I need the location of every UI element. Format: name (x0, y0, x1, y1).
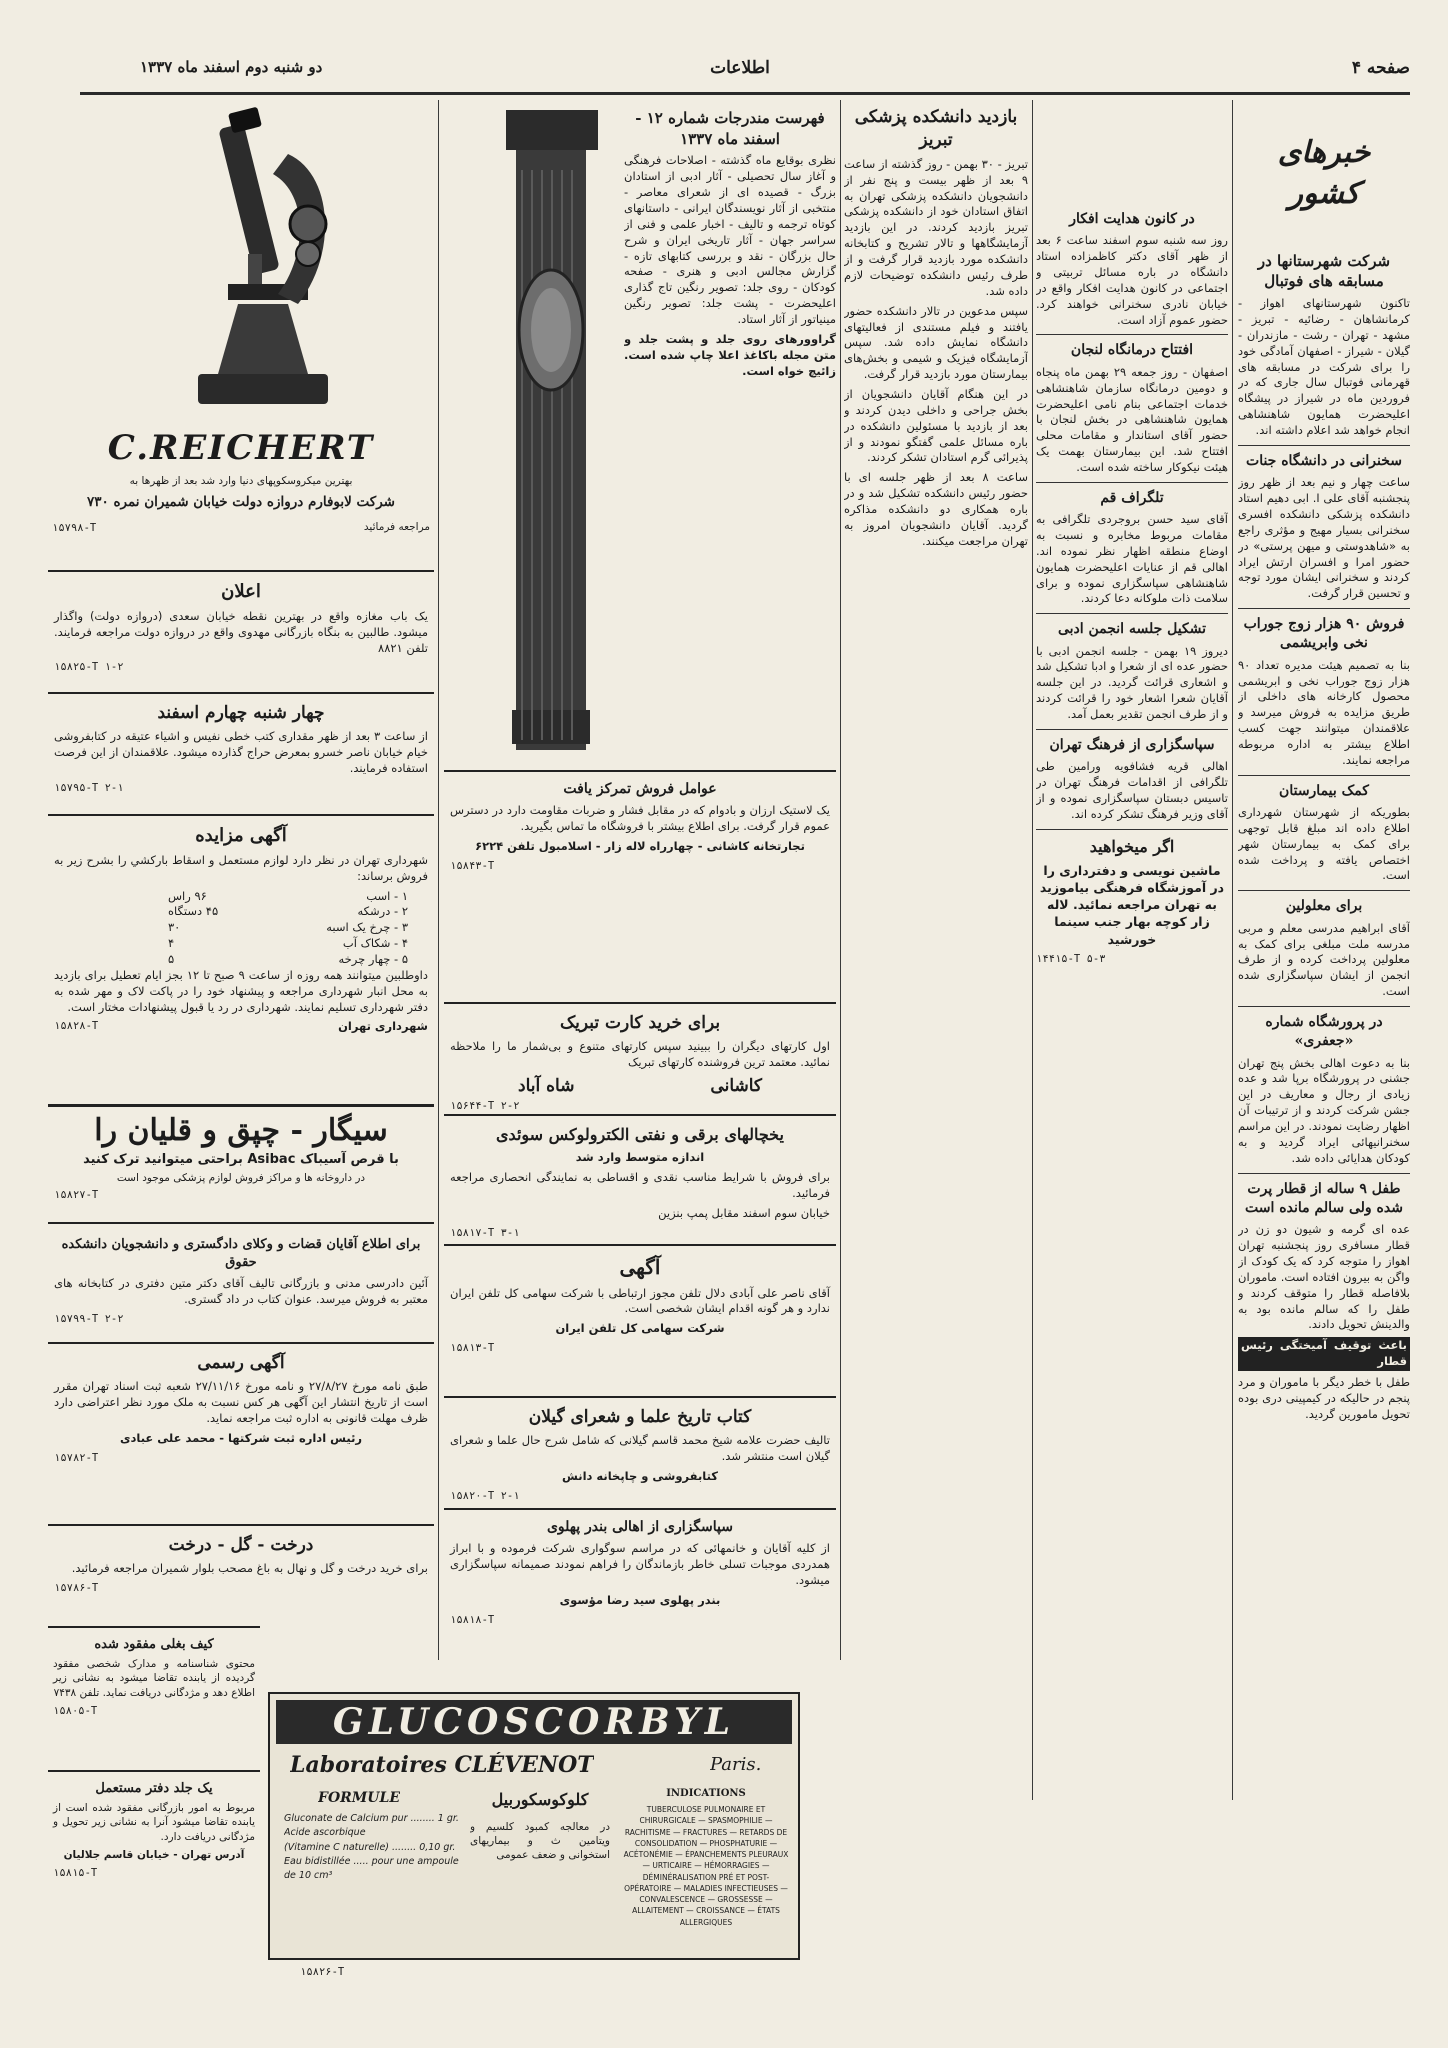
ad-body: محتوی شناسنامه و مدارک شخصی مفقود گردیده از یابنده تقاضا میشود به نشانی زیر اطلاع دهد و مژدگانی دریافت نماید. تلفن ۷۴۳۸ (53, 1658, 255, 1699)
ad-glucoscorbyl (268, 1692, 800, 1960)
item-qty: ۹۶ راس (168, 888, 207, 903)
column-divider (438, 100, 439, 1660)
article-body: ساعت ۸ بعد از ظهر جلسه ای با حضور رئیس دانشکده تشکیل شد و در باره همکاری دو دانشکده مذاکره گردید. آقایان دانشجویان امروز به تهران مراجعت میکنند. (844, 470, 1028, 548)
ad-cards (444, 1002, 836, 1112)
microscope-icon (158, 104, 358, 424)
ad-elan (48, 570, 434, 690)
item-qty: ۴۵ دستگاه (168, 904, 219, 919)
headline: تشکیل جلسه انجمن ادبی (1057, 621, 1207, 638)
formula-line: Gluconate de Calcium pur ........ 1 gr. (284, 1813, 459, 1824)
list-item (168, 920, 408, 936)
ad-body: برای فروش با شرایط مناسب نقدی و اقساطی به نمایندگی انحصاری مراجعه فرمائید. (450, 1169, 830, 1200)
divider (1238, 1173, 1410, 1174)
column-divider (1232, 100, 1233, 1800)
ad-cigar (48, 1104, 434, 1224)
list-item (168, 904, 408, 920)
ad-ref: ۱۵۸۱۵-T (53, 1866, 98, 1879)
divider (1238, 445, 1410, 446)
headline: اگر میخواهید (1089, 836, 1175, 856)
headline: شرکت شهرستانها در مسابقه های فوتبال (1257, 251, 1391, 291)
toc-footer: گراوورهای روی جلد و پشت جلد و متن مجله باکاغذ اعلا چاپ شده است. زائیچ خواه است. (624, 331, 836, 378)
headline: سخنرانی در دانشگاه جنات (1246, 452, 1402, 469)
column-divider (1032, 100, 1033, 1800)
headline: کمک بیمارستان (1279, 782, 1369, 799)
article-body: بنا به دعوت اهالی بخش پنج تهران جشنی در پرورشگاه برپا شد و عده زیادی از رجال و معاریف در این جشن شرکت کردند و از ترتیبات آن اظهار رضایت نمودند. در این مراسم سخنرانیهائی ایراد گردید و به کودکان هدایائی داده شد. (1238, 1055, 1410, 1165)
column-news-2 (1036, 102, 1228, 1802)
lab-name: Laboratoires CLÉVENOT (290, 1752, 594, 1778)
page-number: صفحه ۴ (1351, 58, 1410, 78)
ad-title: آگهی رسمی (197, 1353, 285, 1373)
ad-title: اعلان (221, 581, 261, 602)
divider (1036, 613, 1228, 614)
item-name: ۵ - چهار چرخه (338, 951, 408, 966)
ad-subtitle: در داروخانه ها و مراکز فروش لوازم پزشکی موجود است (116, 1172, 366, 1184)
ad-ref: ۱۵۸۱۸-T (450, 1613, 495, 1626)
ad-trees (48, 1524, 434, 1620)
headline: سپاسگزاری از فرهنگ تهران (1049, 736, 1215, 753)
ad-signer: شهرداری تهران (338, 1019, 428, 1034)
ad-ref: ۱۵۸۴۳-T (450, 859, 495, 872)
article-body: تبریز - ۳۰ بهمن - روز گذشته از ساعت ۹ بعد از ظهر بیست و پنج نفر از دانشجویان دانشکده پزشکی تهران به اتفاق استادان خود از دانشکده پزشکی تبریز بازدید کردند. در این بازدید آزمایشگاهها و تالار تشریح و کتابخانه دانشکده مورد بازدید قرار گرفت و از طرف رئیس دانشکده توضیحات لازم داده شد. (844, 156, 1028, 298)
divider (1238, 1006, 1410, 1007)
ad-tire (444, 770, 836, 1000)
ad-title: چهار شنبه چهارم اسفند (157, 703, 325, 723)
ad-body: تالیف حضرت علامه شیخ محمد قاسم گیلانی که شامل شرح حال علما و شعرای گیلان است منتشر شد. (450, 1433, 830, 1464)
ad-body: از کلیه آقایان و خانمهائی که در مراسم سوگواری شرکت فرموده و با ابراز همدردی موجبات تسلی خاطر بازماندگان را فراهم نمودند صمیمانه سپاسگزاری میشود. (450, 1541, 830, 1588)
divider (1238, 608, 1410, 609)
divider (1036, 829, 1228, 830)
indications-list: TUBERCULOSE PULMONAIRE ET CHIRURGICALE — SPASMOPHILIE — RACHITISME — FRACTURES — RETARDS DE CONSOLIDATION — PHOSPHATURIE — ACÉTONÉMIE — ÉPANCHEMENTS PLEURAUX — URTICAIRE — HÉMORRAGIES — DÉMINÉRALISATION PRÉ ET POST-OPÉRATOIRE — MALADIES INFECTIEUSES — CONVALESCENCE — GROSSESSE — ALLAITEMENT — CROISSANCE — ÉTATS ALLERGIQUES (623, 1805, 789, 1927)
ad-signer: بندر پهلوی سید رضا مؤسوی (559, 1592, 721, 1607)
article-body: بطوریکه از شهرستان شهرداری اطلاع داده اند مبلغ قابل توجهی برای کمک به بیمارستان شهر اختصاص یافته و پرداخت شده است. (1238, 805, 1410, 883)
masthead (80, 54, 1410, 90)
headline: برای معلولین (1285, 898, 1363, 915)
ad-ref: ۱۵۷۹۹-T ۲-۲ (54, 1312, 124, 1325)
ad-law (48, 1228, 434, 1340)
article-body: آقای سید حسن بروجردی تلگرافی به مقامات مربوط مخابره و نسبت به اوضاع منطقه اظهار نظر نموده اند. اهالی قم از عنایات اعلیحضرت همایون شاهنشاهی سپاسگزاری نموده و برای سلامت ذات ملوکانه دعا کردند. (1036, 512, 1228, 606)
article-body: اهالی قریه فشافویه ورامین طی تلگرافی از اقدامات فرهنگ تهران در تاسیس دبستان سپاسگزاری نموده و از آقای وزیر فرهنگ تشکر کرده اند. (1036, 759, 1228, 821)
item-name: ۲ - درشکه (357, 904, 408, 919)
ad-wednesday (48, 692, 434, 812)
headline: طفل ۹ ساله از قطار پرت شده ولی سالم مانده است (1245, 1180, 1403, 1216)
store-location: شاه آباد (518, 1076, 575, 1097)
item-qty: ۳۰ (168, 920, 181, 935)
formula-line: Eau bidistillée ..... pour une ampoule de 10 cm³ (284, 1855, 459, 1881)
headline: در پرورشگاه شماره «جعفری» (1265, 1013, 1383, 1050)
ad-lost-wallet (48, 1626, 260, 1766)
ad-ref: ۱۵۸۲۶-T (300, 1966, 345, 1978)
article-body: بنا به تصمیم هیئت مدیره تعداد ۹۰ هزار زوج جوراب نخی و ابریشمی محصول کارخانه های داخلی از طریق مزایده به فروش میرسد و علاقمندان میتوانند جهت کسب اطلاع بیشتر به اداره مربوطه مراجعه نمایند. (1238, 657, 1410, 767)
headline: بازدید دانشکده پزشکی تبریز (854, 107, 1018, 151)
ad-title: آگهی مزایده (195, 825, 287, 846)
persian-name: کلوکوسکوربیل (491, 1790, 589, 1809)
store-name: کاشانی (710, 1076, 763, 1097)
item-name: ۴ - شکاک آب (342, 936, 408, 951)
ad-lost-ledger (48, 1770, 260, 1970)
column-national-news (1238, 102, 1410, 1802)
ad-body: یک لاستیک ارزان و بادوام که در مقابل فشار و ضربات مقاومت دارد در دسترس عموم قرار گرفت. برای اطلاع بیشتر با فروشگاه ما تماس بگیرید. (450, 803, 830, 834)
divider (1036, 729, 1228, 730)
ad-ref: ۱۵۷۹۵-T ۲-۱ (54, 782, 124, 795)
article-body: روز سه شنبه سوم اسفند ساعت ۶ بعد از ظهر آقای دکتر کاظمزاده استاد دانشگاه در باره مسائل تربیتی و اجتماعی در کانون هدایت افکار واقع در خیابان نادری سخنرانی خواهند کرد. حضور عموم آزاد است. (1036, 233, 1228, 327)
article-body: در این هنگام آقایان دانشجویان از بخش جراحی و داخلی دیدن کردند و بعد از بازدید با مسئولین دانشکده در باره مسائل علمی گفتگو نمودند و از پذیرائی گرم استادان تشکر کردند. (844, 386, 1028, 465)
column-news-3 (844, 102, 1028, 1662)
ad-body: مربوط به امور بازرگانی مفقود شده است از یابنده تقاضا میشود آنرا به نشانی زیر تحویل و مژدگانی دریافت دارد. (53, 1802, 255, 1843)
ad-signer: رئیس اداره ثبت شرکتها - محمد علی عبادی (119, 1431, 363, 1446)
list-item (168, 952, 408, 968)
toc-box (444, 104, 836, 764)
ad-title: آگهی (619, 1255, 661, 1279)
formula-line: (Vitamine C naturelle) ........ 0,10 gr. (284, 1841, 456, 1853)
ad-title: یک جلد دفتر مستعمل (95, 1781, 213, 1796)
item-name: ۱ - اسب (366, 888, 408, 903)
ad-fridge (444, 1114, 836, 1242)
masthead-rule (80, 92, 1410, 95)
ad-address: خیابان سوم اسفند مقابل پمپ بنزین (658, 1205, 830, 1220)
ad-contact: مراجعه فرمائید (363, 521, 430, 533)
ad-store: کتابفروشی و چاپخانه دانش (562, 1469, 718, 1484)
ad-body: برای خرید درخت و گل و نهال به باغ مصحب بلوار شمیران مراجعه فرمائید. (71, 1561, 428, 1576)
item-qty: ۴ (168, 936, 175, 951)
ad-ref: ۱۵۸۲۷-T (54, 1189, 99, 1202)
item-name: ۳ - چرخ یک اسبه (326, 920, 408, 935)
article-body: طفل با خطر دیگر با ماموران و مرد پنجم در حالیکه در کیمپینی دری بوده تحویل مامورین گردید. (1238, 1374, 1410, 1421)
ad-address: تجارتخانه کاشانی - چهارراه لاله زار - اسلامبول تلفن ۶۲۲۴ (475, 839, 805, 854)
divider (1238, 890, 1410, 891)
highlighted-text: باعث توقیف آمیختگی رئیس قطار (1238, 1337, 1410, 1371)
ad-book (444, 1396, 836, 1506)
ad-title: کتاب تاریخ علما و شعرای گیلان (528, 1407, 752, 1427)
ad-body: از ساعت ۳ بعد از ظهر مقداری کتب خطی نفیس و اشیاء عتیقه در کتابفروشی خیام خیابان ناصر خسرو بمعرض حراج گذارده میشود. علاقمندان از این فرصت استفاده فرمایند. (54, 729, 428, 776)
ad-title: درخت - گل - درخت (168, 1535, 314, 1555)
ad-title: عوامل فروش تمرکز یافت (563, 781, 717, 797)
ad-ref: ۱۵۸۱۳-T (450, 1342, 495, 1355)
ad-body: ماشین نویسی و دفترداری را در آموزشگاه فرهنگی بیاموزید به تهران مراجعه نمائید. لاله زار کوچه بهار جنب سینما خورشید (1039, 862, 1225, 947)
brand-logo: C.REICHERT (107, 428, 375, 468)
lab-city: Paris. (710, 1754, 762, 1775)
column-divider (840, 100, 841, 1660)
issue-date: دو شنبه دوم اسفند ماه ۱۳۳۷ (140, 58, 323, 76)
ad-ref: ۱۵۶۴۴-T ۲-۲ (450, 1099, 520, 1112)
article-body: سپس مدعوین در تالار دانشکده حضور یافتند و فیلم مستندی از فعالیتهای دانشگاه نمایش داده شد. سپس آزمایشگاه فیزیک و شیمی و بخش‌های بیمارستان مورد بازدید قرار گرفت. (844, 303, 1028, 382)
ad-notice (444, 1244, 836, 1394)
ad-ref: ۱۵۸۰۵-T (53, 1704, 98, 1717)
toc-text (624, 104, 836, 764)
ad-ref: ۱۵۸۲۸-T (54, 1020, 99, 1033)
headline: در کانون هدایت افکار (1069, 211, 1195, 227)
ad-reichert (48, 104, 434, 568)
ad-ref: ۱۵۸۱۷-T ۳-۱ (450, 1226, 520, 1239)
formula-title: FORMULE (318, 1790, 400, 1806)
ad-auction (48, 814, 434, 1100)
formula-line: Acide ascorbique (284, 1827, 366, 1839)
article-body: اصفهان - روز جمعه ۲۹ بهمن ماه پنجاه و دومین درمانگاه سازمان شاهنشاهی خدمات اجتماعی بنام نامی اعلیحضرت همایون شاهنشاهی در بخش لنجان با حضور آقای استاندار و مقامات محلی افتتاح شد. این بیمارستان بهمت یک هیئت نیکوکار ساخته شده است. (1036, 364, 1228, 474)
headline: تلگراف قم (1100, 489, 1164, 506)
ad-title: برای اطلاع آقایان قضات و وکلای دادگستری و دانشجویان دانشکده حقوق (61, 1237, 421, 1270)
ad-official (48, 1342, 434, 1522)
article-body: آقای ابراهیم مدرسی معلم و مربی مدرسه ملت مبلغی برای کمک به معلولین پرداخت کرده و از طرف انجمن از ایشان سپاسگزاری شده است. (1238, 920, 1410, 999)
article-body: عده ای گرمه و شیون دو زن در قطار مسافری روز پنجشنبه تهران اهواز را متوجه کرد که یک کودک از واگن به بیرون افتاده است. ماموران بلافاصله قطار را متوقف کردند و طفل را که سالم مانده بود به والدینش تحویل دادند. (1238, 1222, 1410, 1332)
ad-body: داوطلبین میتوانند همه روزه از ساعت ۹ صبح تا ۱۲ بجز ایام تعطیل برای بازدید به محل انبار شهرداری مراجعه و پیشنهاد خود را در پاکت لاک و مهر شده به دفتر شهرداری تسلیم نمایند. شهرداری در رد یا قبول پیشنهادات مختار است. (54, 967, 428, 1014)
item-qty: ۵ (168, 951, 175, 966)
formula-list (284, 1812, 464, 1883)
ad-title: یخچالهای برقی و نفتی الکترولوکس سوئدی (496, 1125, 784, 1144)
ad-ref: ۱۵۷۸۶-T (54, 1582, 99, 1595)
ad-body: با قرص آسیباک Asibac براحتی میتوانید ترک کنید (83, 1152, 399, 1167)
ad-body: آئین دادرسی مدنی و بازرگانی تالیف آقای دکتر متین دفتری در کتابخانه های معتبر به فروش میرسد. عنوان کتاب در داد گستری. (54, 1275, 428, 1306)
ad-title: سیگار - چپق و قلیان را (94, 1113, 388, 1148)
headline: افتتاح درمانگاه لنجان (1070, 342, 1194, 359)
list-item (168, 889, 408, 905)
ad-ref: ۱۴۴۱۵-T ۵-۳ (1036, 952, 1106, 965)
auction-items (168, 889, 408, 968)
divider (1036, 334, 1228, 335)
ad-ref: ۱۵۷۸۲-T (54, 1451, 99, 1464)
ad-body: طبق نامه مورخ ۲۷/۸/۲۷ و نامه مورخ ۲۷/۱۱/۱۶ شعبه ثبت اسناد تهران مقرر است از تاریخ انتشار این آگهی هر کس نسبت به ملک مورد نظر اعتراضی دارد ظرف مهلت قانونی به اداره ثبت مراجعه نماید. (54, 1379, 428, 1426)
article-body: تاکنون شهرستانهای اهواز - کرمانشاهان - رضائیه - تبریز - مشهد - تهران - رشت - مازندران - گیلان - شیراز - اصفهان آمادگی خود را برای شرکت در مسابقه های قهرمانی فوتبال سال جاری که در فروردین ماه در شیراز در پیشگاه اعلیحضرت همایون شاهنشاهی انجام خواهد شد اعلام داشته اند. (1238, 296, 1410, 438)
ad-company: شرکت سهامی کل تلفن ایران (555, 1321, 725, 1336)
ad-ref: ۱۵۸۲۰-T ۲-۱ (450, 1490, 520, 1503)
ad-body: یک باب مغازه واقع در بهترین نقطه خیابان سعدی (دروازه دولت) واگذار میشود. طالبین به بنگاه بازرگانی مهدوی واقع در دروازه دولت مراجعه فرمایند. تلفن ۸۸۲۱ (54, 608, 428, 655)
ad-title: برای خرید کارت تبریک (559, 1013, 721, 1033)
toc-title: فهرست مندرجات شماره ۱۲ - اسفند ماه ۱۳۳۷ (635, 109, 825, 148)
headline: فروش ۹۰ هزار زوج جوراب نخی وابریشمی (1243, 616, 1405, 652)
ad-ref: ۱۵۷۹۸-T (52, 522, 97, 534)
ad-body: آقای ناصر علی آبادی دلال تلفن مجوز ارتباطی با شرکت سهامی کل تلفن ایران ندارد و هر گونه اقدام ایشان شخصی است. (450, 1285, 830, 1316)
ad-body: اول کارتهای دیگران را ببینید سپس کارتهای متنوع و بی‌شمار ما را ملاحظه نمائید. معتمد ترین فروشنده کارتهای تبریک (450, 1039, 830, 1070)
indications-title: INDICATIONS (666, 1788, 746, 1799)
toc-body: نظری بوقایع ماه گذشته - اصلاحات فرهنگی و آغاز سال تحصیلی - آثار ادبی از استادان بزرگ - قصیده ای از شعرای معاصر - منتخبی از آثار نویسندگان ایرانی - داستانهای کوتاه ترجمه و تالیف - اخبار علمی و فنی از سراسر جهان - آثار تاریخی ایران و شرح حال بزرگان - نقد و بررسی کتابهای تازه - گزارش مجالس ادبی و هنری - صفحه کودکان - روی جلد: تصویر رنگین تاج گذاری اعلیحضرت - پشت جلد: تصویر رنگین مینیاتور از آثار استاد. (624, 153, 836, 326)
section-title: خبرهای کشور (1277, 135, 1371, 212)
ad-intro: شهرداری تهران در نظر دارد لوازم مستعمل و اسقاط باركشي را بشرح زير به فروش برساند: (54, 852, 428, 883)
ad-subtitle: اندازه متوسط وارد شد (575, 1150, 705, 1165)
brand-logo: GLUCOSCORBYL (276, 1700, 792, 1744)
ad-thanks (444, 1508, 836, 1658)
ad-title: سپاسگزاری از اهالی بندر پهلوی (546, 1519, 734, 1535)
article-body: دیروز ۱۹ بهمن - جلسه انجمن ادبی با حضور عده ای از شعرا و ادبا تشکیل شد و اشعاری قرائت گردید. در این جلسه آقایان شعرا اشعار خود را قرائت کردند و از طرف انجمن تقدیر بعمل آمد. (1036, 643, 1228, 722)
article-body: ساعت چهار و نیم بعد از ظهر روز پنجشنبه آقای علی ا. ابی دهیم استاد دانشکده پزشکی دانشکده افسری سخنرانی بسیار مهیج و مؤثری راجع به «شاهدوستی و میهن پرستی» در حضور امرا و افسران ارتش ایراد کردند و سخنرانی ایشان مورد توجه و تحسین قرار گرفت. (1238, 475, 1410, 601)
newspaper-name: اطلاعات (710, 58, 770, 78)
divider (1238, 775, 1410, 776)
list-item (168, 936, 408, 952)
persian-desc: در معالجه کمبود کلسیم و ویتامین ث و بیماریهای استخوانی و ضعف عمومی (470, 1821, 610, 1862)
ad-title: کیف بغلی مفقود شده (94, 1637, 214, 1652)
ad-ref: ۱۵۸۲۵-T ۱-۲ (54, 661, 124, 674)
ad-tagline: بهترین میکروسکوپهای دنیا وارد شد بعد از ظهرها به (129, 475, 353, 487)
ad-company: شرکت لابوفارم دروازه دولت خیابان شمیران نمره ۷۳۰ (87, 494, 395, 510)
ad-address: آدرس تهران - خیابان قاسم جلالیان (63, 1848, 245, 1861)
divider (1036, 482, 1228, 483)
magazine-number-graphic (492, 110, 612, 760)
